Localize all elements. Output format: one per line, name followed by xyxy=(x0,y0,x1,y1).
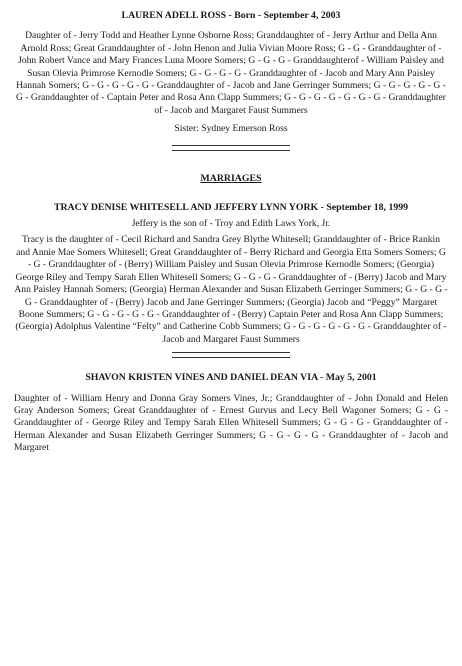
shavon-lineage-paragraph: Daughter of - William Henry and Donna Gray Somers Vines, Jr.; Granddaughter of - John Donald and Helen Gray Anderson Somers; Great Granddaughter of - Ernest Gurvus and Lecy Bell Wagoner Somers; G - G - Granddaughter of - George Riley and Tempy Sarah Ellen Whitesell Summers; G - G - G - Granddaughter of - Herman Alexander and Susan Elizabeth Gerringer Summers; G - G - G - G - Granddaughter of - Jacob and Margaret xyxy=(14,392,448,454)
vines-via-heading: SHAVON KRISTEN VINES AND DANIEL DEAN VIA - May 5, 2001 xyxy=(85,372,377,384)
whitesell-york-heading: TRACY DENISE WHITESELL AND JEFFERY LYNN YORK - September 18, 1999 xyxy=(53,201,409,213)
ross-birth-heading: LAUREN ADELL ROSS - Born - September 4, 2003 xyxy=(121,10,341,21)
marriages-title: MARRIAGES xyxy=(200,173,262,185)
ross-entry xyxy=(14,10,448,151)
section-divider xyxy=(172,145,290,151)
whitesell-york-entry xyxy=(14,202,448,358)
ross-sister-line: Sister: Sydney Emerson Ross xyxy=(174,123,288,135)
tracy-lineage-paragraph: Tracy is the daughter of - Cecil Richard and Sandra Grey Blythe Whitesell; Granddaughter of - Brice Rankin and Annie Mae Somers Whitesell; Great Granddaughter of - Berry Richard and Georgia Etta Somers Somers; G - G - Granddaughter of - (Berry) William Paisley and Susan Olevia Primrose Kernodle Somers; (Georgia) George Riley and Tempy Sarah Ellen Whitesell Somers; G - G - G - Granddaughter of - (Berry) Jacob and Mary Ann Paisley Hannah Somers; (Georgia) Herman Alexander and Susan Elizabeth Gerringer Summers; G - G - G - G - Granddaughter of - (Berry) Jacob and Jane Gerringer Summers; (Georgia) Jacob and “Peggy” Margaret Boone Summers; G - G - G - G - G - Granddaughter of - (Berry) Captain Peter and Rosa Ann Clapp Summers; (Georgia) Adolphus Valentine “Felty” and Catherine Cobb Summers; G - G - G - G - G - G - Granddaughter of - Jacob and Margaret Faust Summers xyxy=(14,234,448,345)
vines-via-entry xyxy=(14,372,448,454)
ross-lineage-paragraph: Daughter of - Jerry Todd and Heather Lynne Osborne Ross; Granddaughter of - Jerry Arthur and Della Ann Arnold Ross; Great Granddaughter of - John Henon and Julia Vivian Moore Ross; G - G - Granddaughter of - John Robert Vance and Mary Frances Luna Moore Somers; G - G - G - Granddaughterof - William Paisley and Susan Olevia Primrose Kernodle Somers; G - G - G - G - Granddaughter of - Jacob and Mary Ann Paisley Hannah Somers; G - G - G - G - G - Granddaughter of - Jacob and Jane Gerringer Summers; G - G - G - G - G - G - Granddaughter of - Captain Peter and Rosa Ann Clapp Summers; G - G - G - G - G - G - G - Granddaughter of - Jacob and Margaret Faust Summers xyxy=(15,30,447,116)
jeffery-parentage: Jeffery is the son of - Troy and Edith Laws York, Jr. xyxy=(131,218,331,230)
section-divider xyxy=(172,352,290,358)
